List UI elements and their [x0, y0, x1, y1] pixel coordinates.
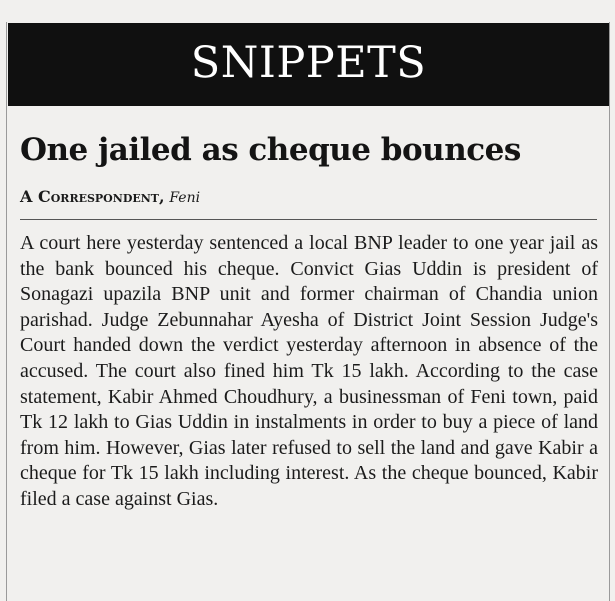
column-rule-right	[609, 22, 610, 601]
byline-author: A Correspondent,	[20, 187, 165, 206]
article-byline	[20, 189, 200, 205]
article-headline: One jailed as cheque bounces	[20, 132, 521, 168]
column-rule-left	[6, 22, 7, 601]
article-body: A court here yesterday sentenced a local BNP leader to one year jail as the bank bounced his cheque. Convict Gias Uddin is president of Sonagazi upazila BNP unit and former chairman of Chandia union parishad. Judge Zebunnahar Ayesha of District Joint Session Judge's Court handed down the verdict yesterday afternoon in absence of the accused. The court also fined him Tk 15 lakh. According to the case statement, Kabir Ahmed Choudhury, a businessman of Feni town, paid Tk 12 lakh to Gias Uddin in instalments in order to buy a piece of land from him. However, Gias later refused to sell the land and gave Kabir a cheque for Tk 15 lakh including interest. As the cheque bounced, Kabir filed a case against Gias.	[20, 232, 598, 510]
section-title: SNIPPETS	[190, 38, 427, 88]
byline-location: Feni	[169, 190, 201, 206]
section-banner	[8, 23, 609, 106]
byline-divider	[20, 219, 597, 220]
